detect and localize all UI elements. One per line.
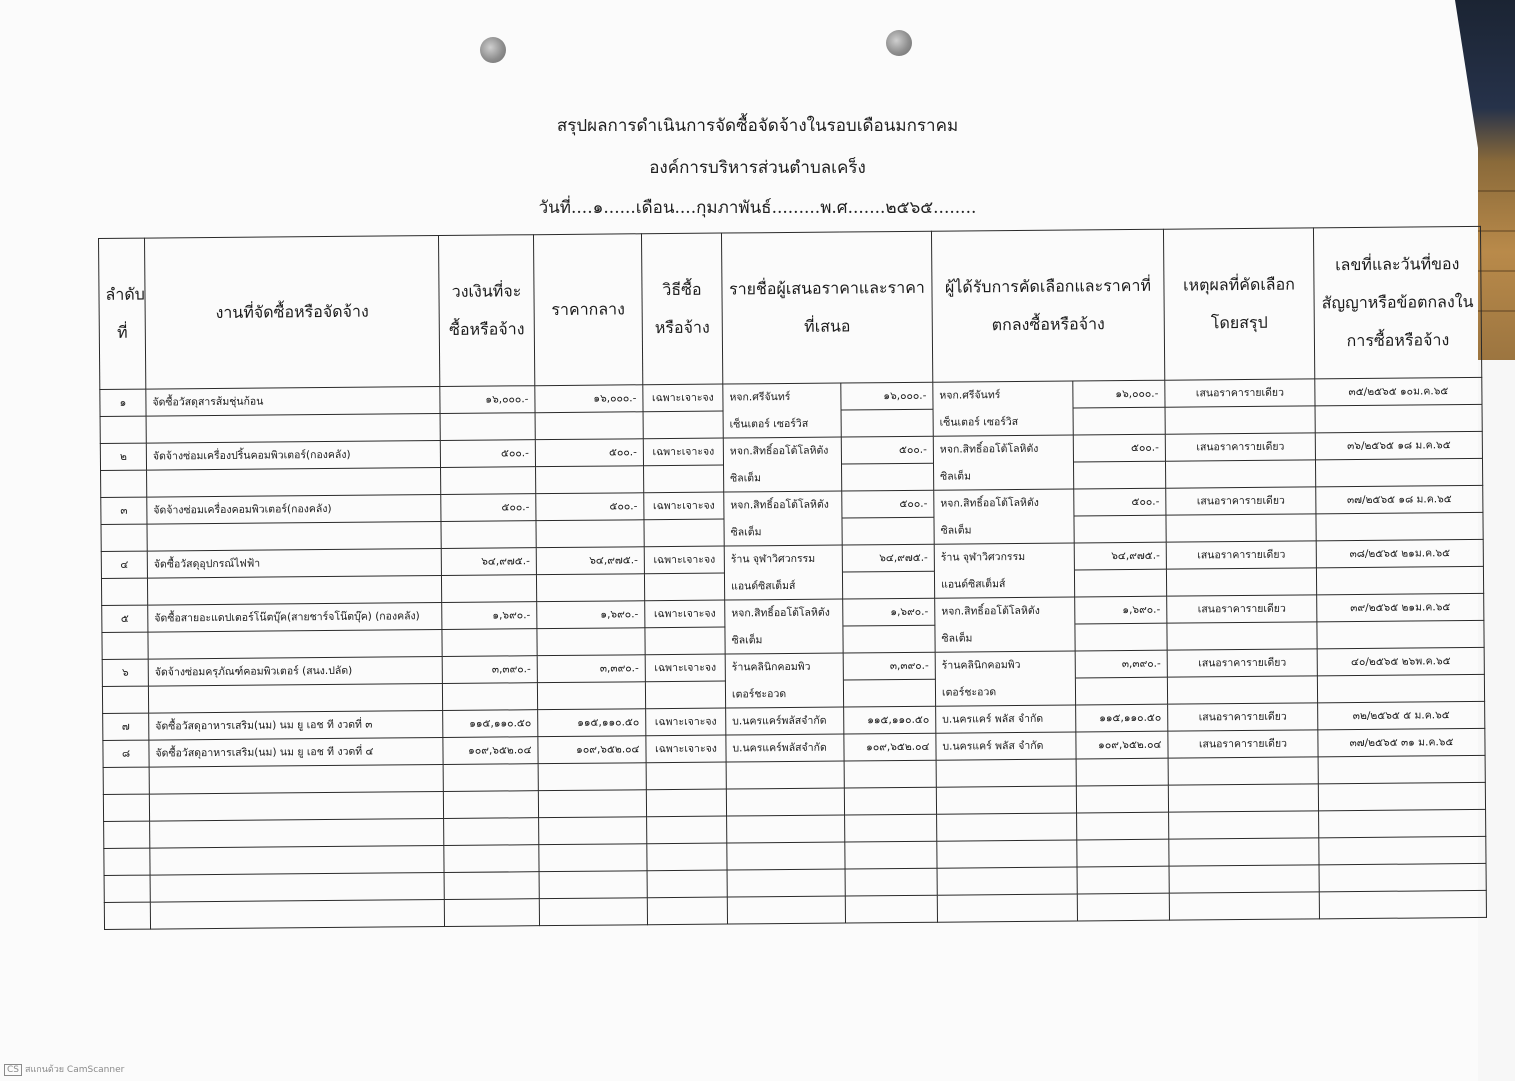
row-cell-empty [147,468,441,498]
row-cell-empty [1167,622,1317,650]
row-cell-empty [1315,404,1482,432]
doc-title: สรุปผลการดำเนินการจัดซื้อจัดจ้างในรอบเดือนมกราคม [556,116,959,136]
row-cell-empty [536,520,644,548]
col-contract: เลขที่และวันที่ของสัญญาหรือข้อตกลงในการซื้อหรือจ้าง [1313,226,1481,378]
row-winner: หจก.สิทธิ์ออโต้โลหิตัง [934,489,1074,517]
row-cell-empty [646,789,726,817]
row-win-price: ๖๔,๙๗๕.- [1074,542,1166,570]
row-bid-price: ๖๔,๙๗๕.- [842,544,934,572]
row-item: จัดซื้อวัสดุอุปกรณ์ไฟฟ้า [147,549,441,579]
row-cell-empty [1166,568,1316,596]
row-cell-empty [1316,512,1483,540]
row-cell-empty [1076,785,1168,813]
row-winner-cont: เตอร์ชะอวด [935,678,1075,706]
row-bidder: หจก.สิทธิ์ออโต้โลหิตัง [725,599,843,627]
punch-hole-left [480,37,506,63]
row-bid-price: ๕๐๐.- [841,436,933,464]
row-cell-empty [1166,514,1316,542]
row-cell-empty [101,470,147,497]
row-cell-empty [104,902,150,929]
row-cell-empty [843,625,935,653]
row-cell-empty [843,679,935,707]
row-bidder: หจก.สิทธิ์ออโต้โลหิตัง [723,437,841,465]
row-method: เฉพาะเจาะจง [645,654,725,682]
row-win-price: ๑,๖๙๐.- [1075,596,1167,624]
row-cell-empty [149,792,443,822]
row-reason: เสนอราคารายเดียว [1167,649,1317,677]
row-ref-price: ๑๑๕,๑๑๐.๕๐ [538,709,646,737]
row-win-price: ๑๑๕,๑๑๐.๕๐ [1076,704,1168,732]
row-cell-empty [842,463,934,491]
row-win-price: ๕๐๐.- [1073,434,1165,462]
row-seq: ๓ [101,497,147,524]
row-seq: ๗ [103,713,149,740]
row-bidder: ร้านคลินิกคอมพิว [725,653,843,681]
row-cell-empty [539,871,647,899]
row-seq: ๘ [103,740,149,767]
row-cell-empty [147,576,441,606]
row-reason: เสนอราคารายเดียว [1166,541,1316,569]
row-cell-empty [1316,566,1483,594]
row-bid-price: ๑๑๕,๑๑๐.๕๐ [844,706,936,734]
row-reason: เสนอราคารายเดียว [1165,433,1315,461]
scanner-watermark: CS สแกนด้วย CamScanner [4,1062,124,1076]
row-cell-empty [539,898,647,926]
row-method: เฉพาะเจาะจง [643,438,723,466]
row-budget: ๕๐๐.- [441,494,536,522]
row-item: จัดซื้อสายอะแดปเตอร์โน๊ตบุ๊ค(สายชาร์จโน๊ตบุ๊ค) (กองคลัง) [148,603,442,633]
row-cell-empty [1077,812,1169,840]
col-ref-price: ราคากลาง [533,234,642,386]
procurement-table [98,226,1487,930]
row-cell-empty [844,760,936,788]
row-cell-empty [726,761,844,789]
row-cell-empty [104,821,150,848]
row-contract: ๓๙/๒๕๖๕ ๒๑ม.ค.๖๕ [1317,593,1484,621]
row-ref-price: ๑๖,๐๐๐.- [535,385,643,413]
row-cell-empty [444,845,539,873]
col-bidders: รายชื่อผู้เสนอราคาและราคาที่เสนอ [721,231,932,384]
row-cell-empty [1318,755,1485,783]
col-winner: ผู้ได้รับการคัดเลือกและราคาที่ตกลงซื้อหรือจ้าง [931,229,1164,382]
row-reason: เสนอราคารายเดียว [1166,487,1316,515]
row-contract: ๓๕/๒๕๖๕ ๑๐ม.ค.๖๕ [1315,377,1482,405]
row-bidder-cont: เซ็นเตอร์ เซอร์วิส [723,410,841,438]
row-item: จัดจ้างซ่อมเครื่องคอมพิวเตอร์(กองคลัง) [147,495,441,525]
row-bidder: หจก.ศรีจันทร์ [723,383,841,411]
row-cell-empty [845,868,937,896]
row-cell-empty [727,896,845,924]
row-seq: ๔ [101,551,147,578]
row-cell-empty [726,788,844,816]
row-ref-price: ๕๐๐.- [535,439,643,467]
row-cell-empty [444,818,539,846]
row-cell-empty [442,683,537,711]
row-bidder-cont: แอนด์ซิสเต็มส์ [724,572,842,600]
row-cell-empty [538,790,646,818]
row-bid-price: ๑๐๙,๖๕๒.๐๔ [844,733,936,761]
row-bid-price: ๓,๓๙๐.- [843,652,935,680]
punch-hole-right [886,30,912,56]
row-cell-empty [536,466,644,494]
row-cell-empty [845,841,937,869]
row-cell-empty [103,767,149,794]
row-cell-empty [644,573,724,601]
row-win-price: ๕๐๐.- [1074,488,1166,516]
col-reason: เหตุผลที่คัดเลือกโดยสรุป [1163,228,1314,380]
row-cell-empty [1075,677,1167,705]
row-cell-empty [1319,863,1486,891]
row-cell-empty [146,414,440,444]
row-contract: ๓๒/๒๕๖๕ ๕ ม.ค.๖๕ [1318,701,1485,729]
row-winner-cont: ซิลเต็ม [935,624,1075,652]
row-contract: ๓๖/๒๕๖๕ ๑๘ ม.ค.๖๕ [1315,431,1482,459]
row-cell-empty [644,465,724,493]
row-cell-empty [645,681,725,709]
row-cell-empty [845,895,937,923]
row-cell-empty [147,522,441,552]
row-bidder: หจก.สิทธิ์ออโต้โลหิตัง [724,491,842,519]
row-budget: ๑,๖๙๐.- [442,602,537,630]
row-cell-empty [1317,620,1484,648]
row-cell-empty [1169,838,1319,866]
row-reason: เสนอราคารายเดียว [1168,703,1318,731]
row-cell-empty [1319,890,1486,918]
row-budget: ๑๑๕,๑๑๐.๕๐ [443,710,538,738]
row-cell-empty [647,843,727,871]
row-seq: ๒ [100,443,146,470]
row-cell-empty [842,571,934,599]
row-cell-empty [844,787,936,815]
row-cell-empty [149,765,443,795]
row-winner-cont: ซิลเต็ม [934,516,1074,544]
row-seq: ๕ [102,605,148,632]
row-cell-empty [645,627,725,655]
row-cell-empty [441,575,536,603]
row-budget: ๓,๓๙๐.- [442,656,537,684]
row-cell-empty [1074,515,1166,543]
row-cell-empty [644,519,724,547]
row-item: จัดซื้อวัสดุอาหารเสริม(นม) นม ยู เอช ที งวดที่ ๔ [149,738,443,768]
row-cell-empty [443,764,538,792]
row-cell-empty [1073,461,1165,489]
row-cell-empty [647,897,727,925]
row-contract: ๓๗/๒๕๖๕ ๑๘ ม.ค.๖๕ [1316,485,1483,513]
row-cell-empty [841,409,933,437]
row-item: จัดจ้างซ่อมครุภัณฑ์คอมพิวเตอร์ (สนง.ปลัด) [148,657,442,687]
row-contract: ๔๐/๒๕๖๕ ๒๖พ.ค.๖๕ [1317,647,1484,675]
row-cell-empty [1166,460,1316,488]
row-cell-empty [1077,866,1169,894]
row-cell-empty [1169,811,1319,839]
row-budget: ๑๖,๐๐๐.- [440,386,535,414]
row-win-price: ๑๐๙,๖๕๒.๐๔ [1076,731,1168,759]
row-ref-price: ๕๐๐.- [536,493,644,521]
row-item: จัดจ้างซ่อมเครื่องปริ้นคอมพิวเตอร์(กองคลัง) [146,441,440,471]
row-cell-empty [441,467,536,495]
row-cell-empty [150,873,444,903]
row-cell-empty [101,524,147,551]
row-cell-empty [441,521,536,549]
row-cell-empty [936,786,1076,814]
row-winner: ร้านคลินิกคอมพิว [935,651,1075,679]
row-cell-empty [727,869,845,897]
row-cell-empty [536,574,644,602]
row-cell-empty [937,867,1077,895]
row-cell-empty [727,815,845,843]
row-bid-price: ๕๐๐.- [842,490,934,518]
row-cell-empty [101,578,147,605]
row-winner: หจก.สิทธิ์ออโต้โลหิตัง [935,597,1075,625]
row-cell-empty [150,900,444,930]
row-ref-price: ๑,๖๙๐.- [537,601,645,629]
row-cell-empty [1076,758,1168,786]
row-ref-price: ๖๔,๙๗๕.- [536,547,644,575]
row-cell-empty [442,629,537,657]
row-cell-empty [1168,784,1318,812]
row-reason: เสนอราคารายเดียว [1168,730,1318,758]
row-cell-empty [103,794,149,821]
row-method: เฉพาะเจาะจง [646,708,726,736]
row-cell-empty [647,870,727,898]
row-method: เฉพาะเจาะจง [645,600,725,628]
row-cell-empty [1075,623,1167,651]
row-contract: ๓๗/๒๕๖๕ ๓๑ ม.ค.๖๕ [1318,728,1485,756]
camscanner-icon: CS [4,1064,22,1076]
row-cell-empty [443,791,538,819]
row-cell-empty [1318,782,1485,810]
row-cell-empty [1077,839,1169,867]
row-ref-price: ๓,๓๙๐.- [537,655,645,683]
row-method: เฉพาะเจาะจง [644,546,724,574]
row-item: จัดซื้อวัสดุสารส้มชุ่นก้อน [146,387,440,417]
row-cell-empty [646,762,726,790]
row-cell-empty [727,842,845,870]
row-contract: ๓๘/๒๕๖๕ ๒๑ม.ค.๖๕ [1316,539,1483,567]
row-method: เฉพาะเจาะจง [646,735,726,763]
row-cell-empty [444,872,539,900]
row-cell-empty [647,816,727,844]
row-cell-empty [1169,892,1319,920]
row-cell-empty [100,416,146,443]
row-cell-empty [104,875,150,902]
row-cell-empty [537,682,645,710]
row-bidder: ร้าน จุฬาวิศวกรรม [724,545,842,573]
row-bidder-cont: ซิลเต็ม [724,518,842,546]
row-cell-empty [1077,893,1169,921]
row-cell-empty [1165,406,1315,434]
row-cell-empty [845,814,937,842]
col-seq: ลำดับที่ [99,238,146,389]
row-cell-empty [440,413,535,441]
col-budget: วงเงินที่จะซื้อหรือจ้าง [438,235,534,387]
row-winner: บ.นครแคร์ พลัส จำกัด [936,732,1076,760]
row-winner-cont: ซิลเต็ม [933,462,1073,490]
row-cell-empty [539,817,647,845]
row-cell-empty [102,632,148,659]
row-bid-price: ๑,๖๙๐.- [843,598,935,626]
org-name: องค์การบริหารส่วนตำบลเคร็ง [649,158,866,178]
row-ref-price: ๑๐๙,๖๕๒.๐๔ [538,736,646,764]
row-cell-empty [937,813,1077,841]
row-bidder-cont: เตอร์ชะอวด [725,680,843,708]
row-cell-empty [539,844,647,872]
row-cell-empty [937,894,1077,922]
row-cell-empty [537,628,645,656]
row-cell-empty [1169,865,1319,893]
row-cell-empty [1317,674,1484,702]
row-cell-empty [643,411,723,439]
row-method: เฉพาะเจาะจง [644,492,724,520]
row-budget: ๕๐๐.- [440,440,535,468]
row-cell-empty [148,684,442,714]
row-bid-price: ๑๖,๐๐๐.- [841,382,933,410]
row-winner-cont: แอนด์ซิสเต็มส์ [934,570,1074,598]
row-win-price: ๓,๓๙๐.- [1075,650,1167,678]
row-cell-empty [1073,407,1165,435]
row-winner: หจก.ศรีจันทร์ [933,381,1073,409]
col-method: วิธีซื้อหรือจ้าง [641,233,722,385]
row-cell-empty [1168,757,1318,785]
row-cell-empty [150,819,444,849]
doc-date: วันที่....๑......เดือน....กุมภาพันธ์.........พ.ศ.......๒๕๖๕........ [538,198,977,218]
row-cell-empty [1315,458,1482,486]
row-cell-empty [937,840,1077,868]
row-bidder-cont: ซิลเต็ม [725,626,843,654]
row-budget: ๑๐๙,๖๕๒.๐๔ [443,737,538,765]
row-winner-cont: เซ็นเตอร์ เซอร์วิส [933,408,1073,436]
table-header [99,226,1482,389]
row-cell-empty [1167,676,1317,704]
col-item: งานที่จัดซื้อหรือจัดจ้าง [145,236,440,390]
table-body [100,377,1487,929]
row-cell-empty [535,412,643,440]
row-cell-empty [102,686,148,713]
row-winner: บ.นครแคร์ พลัส จำกัด [936,705,1076,733]
row-winner: หจก.สิทธิ์ออโต้โลหิตัง [933,435,1073,463]
row-item: จัดซื้อวัสดุอาหารเสริม(นม) นม ยู เอช ที งวดที่ ๓ [149,711,443,741]
row-bidder: บ.นครแคร์พลัสจำกัด [726,707,844,735]
row-cell-empty [1319,836,1486,864]
row-cell-empty [148,630,442,660]
row-win-price: ๑๖,๐๐๐.- [1073,380,1165,408]
row-cell-empty [444,899,539,927]
row-method: เฉพาะเจาะจง [643,384,723,412]
row-budget: ๖๔,๙๗๕.- [441,548,536,576]
row-cell-empty [150,846,444,876]
row-cell-empty [936,759,1076,787]
row-reason: เสนอราคารายเดียว [1167,595,1317,623]
row-bidder-cont: ซิลเต็ม [724,464,842,492]
row-cell-empty [538,763,646,791]
row-cell-empty [1319,809,1486,837]
row-cell-empty [842,517,934,545]
row-cell-empty [1074,569,1166,597]
row-winner: ร้าน จุฬาวิศวกรรม [934,543,1074,571]
row-bidder: บ.นครแคร์พลัสจำกัด [726,734,844,762]
row-seq: ๑ [100,389,146,416]
row-cell-empty [104,848,150,875]
row-reason: เสนอราคารายเดียว [1165,379,1315,407]
row-seq: ๖ [102,659,148,686]
